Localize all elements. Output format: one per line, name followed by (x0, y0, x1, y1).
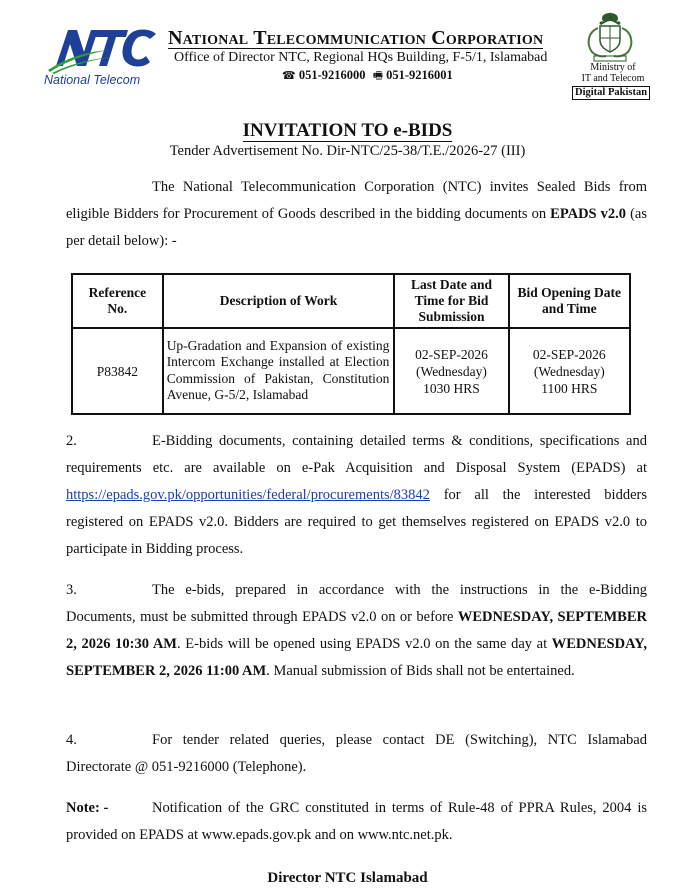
opening-time: 1100 HRS (541, 380, 598, 396)
organization-title: National Telecommunication Corporation (168, 27, 544, 49)
state-emblem-icon (580, 10, 640, 62)
ministry-label (568, 62, 658, 84)
submission-deadline: WEDNESDAY, SEPTEMBER 2, 2026 10:30 AM (66, 609, 647, 652)
intro-bold: EPADS v2.0 (550, 206, 627, 222)
telephone-icon: ☎ (282, 70, 296, 82)
cell-description: Up-Gradation and Expansion of existing Intercom Exchange installed at Election Commission of Pakistan, Constitution Avenue, G-5/2, Islamabad (163, 328, 395, 414)
ministry-line-2: IT and Telecom (581, 73, 645, 84)
tender-advertisement-number: Tender Advertisement No. Dir-NTC/25-38/T.E./2026-27 (III) (169, 143, 526, 159)
cell-opening (509, 328, 630, 414)
ntc-logo-mark (46, 22, 158, 74)
document-title-text: INVITATION TO e-BIDS (242, 120, 453, 141)
intro-paragraph (66, 174, 647, 255)
submission-day: (Wednesday) (416, 363, 487, 379)
submission-time: 1030 HRS (423, 380, 480, 396)
signature-line: Director NTC Islamabad (267, 870, 428, 886)
document-title (0, 120, 695, 142)
table-row (72, 328, 630, 414)
paragraph-4-text: For tender related queries, please contact DE (Switching), NTC Islamabad Directorate @ 051-9216000 (Telephone). (66, 732, 647, 775)
opening-datetime: WEDNESDAY, SEPTEMBER 2, 2026 11:00 AM (66, 636, 647, 679)
paragraph-2-text-1: E-Bidding documents, containing detailed terms & conditions, specifications and requirements etc. are available on e-Pak Acquisition and Disposal System (EPADS) at (66, 433, 647, 476)
paragraph-2 (66, 428, 647, 563)
epads-procurement-link[interactable]: https://epads.gov.pk/opportunities/federal/procurements/83842 (66, 487, 430, 503)
phone-number: 051-9216000 (298, 68, 366, 82)
paragraph-2-text-2: for all the interested bidders registered on EPADS v2.0. Bidders are required to get themselves registered on EPADS v2.0 to participate in Bidding process. (66, 487, 647, 557)
fax-number: 051-9216001 (386, 68, 453, 82)
paragraph-4-number: 4. (66, 732, 77, 748)
paragraph-2-number: 2. (66, 433, 77, 449)
header-description: Description of Work (163, 274, 395, 328)
paragraph-3-text-2: . E-bids will be opened using EPADS v2.0 on the same day at (177, 636, 552, 652)
note-paragraph (66, 795, 647, 849)
note-text: Notification of the GRC constituted in terms of Rule-48 of PPRA Rules, 2004 is provided on EPADS at www.epads.gov.pk and on www.ntc.net.pk. (66, 800, 647, 843)
paragraph-3-text-1: The e-bids, prepared in accordance with the instructions in the e-Bidding Documents, must be submitted through EPADS v2.0 on or before (66, 582, 647, 625)
table-header-row (72, 274, 630, 328)
note-label: Note: - (66, 800, 109, 816)
intro-text-1: The National Telecommunication Corporation (NTC) invites Sealed Bids from eligible Bidders for Procurement of Goods described in the bidding documents on (66, 179, 647, 222)
ntc-logo (40, 22, 160, 92)
organization-address: Office of Director NTC, Regional HQs Building, F-5/1, Islamabad (174, 50, 548, 65)
tender-table (71, 273, 631, 415)
header-submission: Last Date and Time for Bid Submission (394, 274, 508, 328)
paragraph-3-text-3: . Manual submission of Bids shall not be entertained. (266, 663, 575, 679)
opening-day: (Wednesday) (533, 363, 605, 379)
intro-text-2: (as per detail below): - (66, 206, 647, 249)
opening-date: 02-SEP-2026 (532, 346, 606, 362)
digital-pakistan-badge: Digital Pakistan (572, 86, 650, 100)
ministry-line-1: Ministry of (590, 62, 636, 73)
fax-icon: 🖷 (372, 70, 384, 82)
header-reference: Reference No. (72, 274, 163, 328)
cell-submission (394, 328, 508, 414)
paragraph-3-number: 3. (66, 582, 77, 598)
cell-reference: P83842 (72, 328, 163, 414)
logo-caption: National Telecom (44, 73, 141, 87)
header-opening: Bid Opening Date and Time (509, 274, 630, 328)
paragraph-3 (66, 577, 647, 685)
submission-date: 02-SEP-2026 (415, 346, 488, 362)
paragraph-4 (66, 727, 647, 781)
contact-numbers (282, 67, 453, 86)
